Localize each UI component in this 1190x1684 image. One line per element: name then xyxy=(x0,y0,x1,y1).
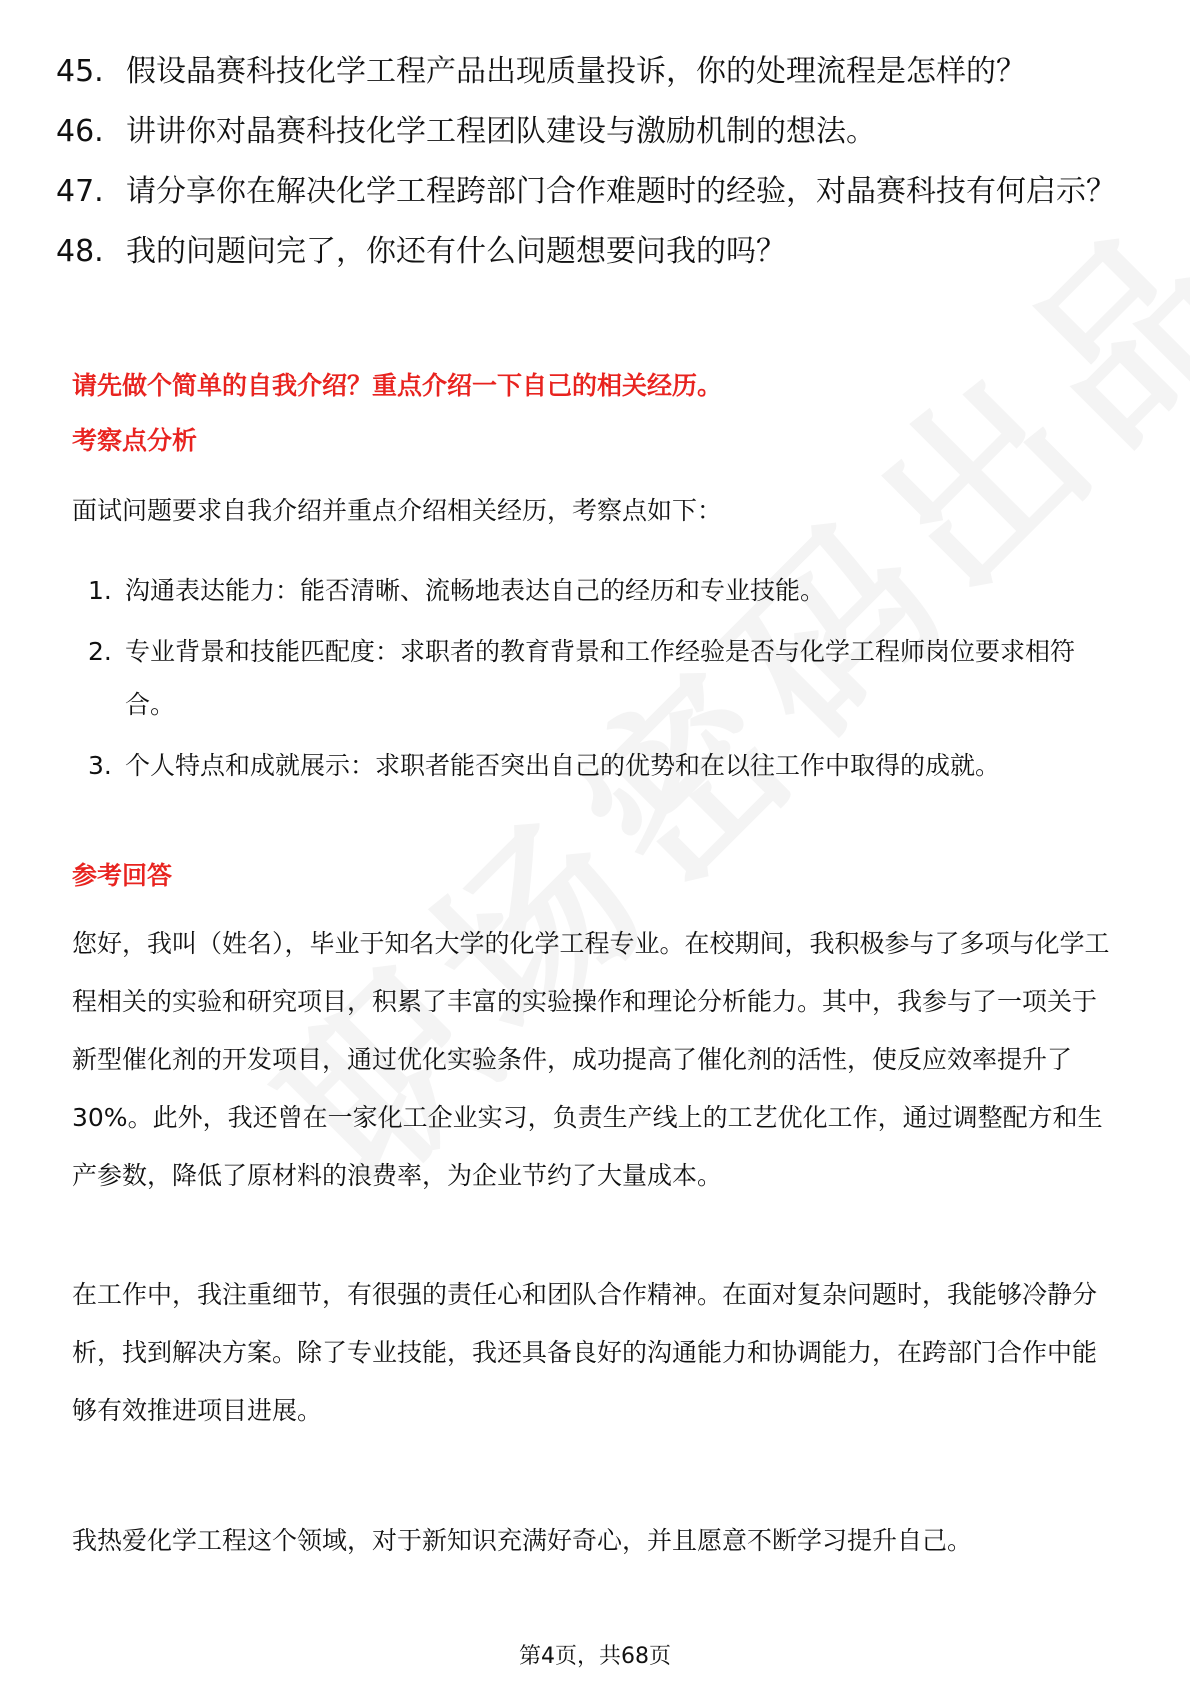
question-item xyxy=(56,172,1136,212)
point-number: 1. xyxy=(88,576,112,605)
question-text: 请分享你在解决化学工程跨部门合作难题时的经验，对晶赛科技有何启示？ xyxy=(126,174,1116,209)
point-number: 2. xyxy=(88,637,112,666)
question-text: 我的问题问完了，你还有什么问题想要问我的吗？ xyxy=(126,234,786,269)
question-list xyxy=(56,52,1136,292)
answer-heading: 参考回答 xyxy=(72,861,173,890)
answer-paragraph: 我热爱化学工程这个领域，对于新知识充满好奇心，并且愿意不断学习提升自己。 xyxy=(72,1526,973,1555)
question-heading: 请先做个简单的自我介绍？重点介绍一下自己的相关经历。 xyxy=(72,371,723,400)
point-number: 3. xyxy=(88,751,112,780)
question-item xyxy=(56,112,1136,152)
question-number: 46. xyxy=(56,114,104,149)
analysis-points xyxy=(72,564,1120,800)
analysis-intro: 面试问题要求自我介绍并重点介绍相关经历，考察点如下： xyxy=(72,496,723,525)
question-item xyxy=(56,52,1136,92)
question-item xyxy=(56,232,1136,272)
question-number: 45. xyxy=(56,54,104,89)
answer-paragraph: 您好，我叫（姓名），毕业于知名大学的化学工程专业。在校期间，我积极参与了多项与化学工程相关的实验和研究项目，积累了丰富的实验操作和理论分析能力。其中，我参与了一项关于新型催化剂的开发项目，通过优化实验条件，成功提高了催化剂的活性，使反应效率提升了30%。此外，我还曾在一家化工企业实习，负责生产线上的工艺优化工作，通过调整配方和生产参数，降低了原材料的浪费率，为企业节约了大量成本。 xyxy=(72,929,1110,1190)
question-number: 48. xyxy=(56,234,104,269)
answer-paragraph: 在工作中，我注重细节，有很强的责任心和团队合作精神。在面对复杂问题时，我能够冷静分析，找到解决方案。除了专业技能，我还具备良好的沟通能力和协调能力，在跨部门合作中能够有效推进项目进展。 xyxy=(72,1280,1098,1425)
point-text: 个人特点和成就展示：求职者能否突出自己的优势和在以往工作中取得的成就。 xyxy=(125,751,1001,780)
analysis-heading: 考察点分析 xyxy=(72,426,198,455)
analysis-point xyxy=(72,739,1120,792)
analysis-point xyxy=(72,625,1120,731)
analysis-point xyxy=(72,564,1120,617)
question-number: 47. xyxy=(56,174,104,209)
point-text: 沟通表达能力：能否清晰、流畅地表达自己的经历和专业技能。 xyxy=(125,576,826,605)
page-footer: 第4页，共68页 xyxy=(519,1644,671,1669)
question-text: 假设晶赛科技化学工程产品出现质量投诉，你的处理流程是怎样的？ xyxy=(126,54,1026,89)
question-text: 讲讲你对晶赛科技化学工程团队建设与激励机制的想法。 xyxy=(126,114,876,149)
point-text: 专业背景和技能匹配度：求职者的教育背景和工作经验是否与化学工程师岗位要求相符合。 xyxy=(125,637,1076,719)
